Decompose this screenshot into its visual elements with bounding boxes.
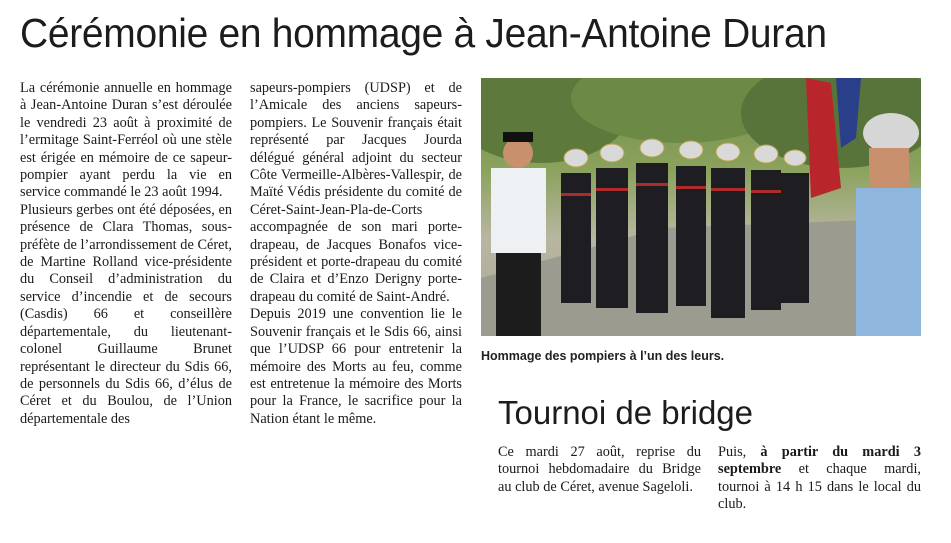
article-paragraph: Plusieurs gerbes ont été déposées, en présence de Clara Thomas, sous-préfète de l’arrondissement de Céret, de Martine Rolland vice-présidente du Conseil d’administration du service d’incendie et de secours (Casdis) 66 et conseillère départementale, du lieutenant-colonel Guillaume Brunet représentant le directeur du Sdis 66, de personnels du Sdis 66, d’élus de Céret et du Boulou, de l’Union départementale des (20, 201, 232, 427)
bridge-column-1 (498, 444, 701, 496)
firefighters-illustration (481, 78, 921, 336)
photo-caption: Hommage des pompiers à l’un des leurs. (481, 349, 725, 363)
article-paragraph: La cérémonie annuelle en hommage à Jean-Antoine Duran s’est déroulée le vendredi 23 août à proximité de l’ermitage Saint-Ferréol où une stèle est érigée en mémoire de ce sapeur-pompier ayant perdu la vie en service commandé le 23 août 1994. (20, 80, 232, 201)
article-paragraph: sapeurs-pompiers (UDSP) et de l’Amicale des anciens sapeurs-pompiers. Le Souvenir français était représenté par Jacques Jourda délégué général adjoint du secteur Côte Vermeille-Albères-Vallespir, de Maïté Védis présidente du comité de Céret-Saint-Jean-Pla-de-Corts accompagnée de son mari porte-drapeau, de Jacques Bonafos vice-président et porte-drapeau du comité de Claira et d’Enzo Derigny porte-drapeau du comité de Saint-André. (250, 80, 462, 305)
ceremony-photo (481, 78, 921, 336)
bridge-column-2 (718, 444, 921, 514)
bridge-headline: Tournoi de bridge (498, 394, 754, 431)
bridge-paragraph: Ce mardi 27 août, reprise du tournoi hebdomadaire du Bridge au club de Céret, avenue Sageloli. (498, 444, 701, 495)
article-paragraph: Depuis 2019 une convention lie le Souvenir français et le Sdis 66, ainsi que l’UDSP 66 pour entretenir la mémoire des Morts au feu, comme est entretenue la mémoire des Morts pour la France, le sacrifice pour la Nation étant le même. (250, 306, 462, 427)
article-headline: Cérémonie en hommage à Jean-Antoine Duran (20, 10, 827, 56)
article-column-1 (20, 80, 232, 428)
bridge-text-rest: et chaque mardi, tournoi à 14 h 15 dans le local du club. (718, 461, 921, 513)
bridge-date-highlight: à partir du mardi 3 septembre (718, 444, 921, 478)
article-column-2 (250, 80, 462, 428)
bridge-text-lead: Puis, (718, 444, 761, 460)
